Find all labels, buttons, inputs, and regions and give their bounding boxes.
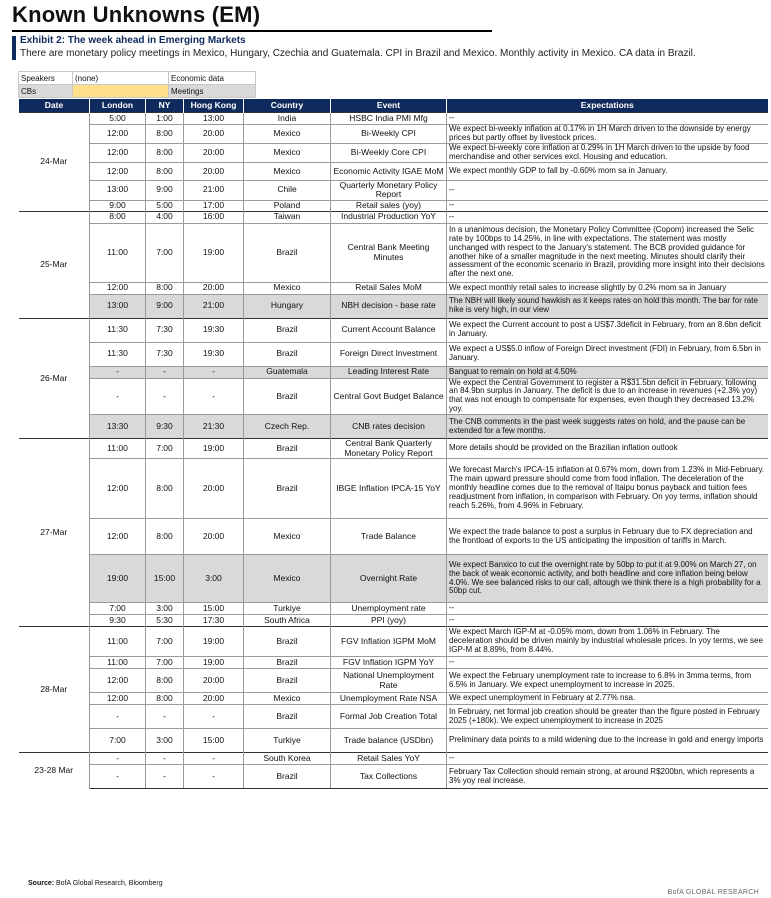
table-row [19,627,768,657]
london-time-cell: 12:00 [90,282,146,294]
hong-kong-time-cell: 17:30 [184,615,244,627]
london-time-cell: - [90,378,146,415]
footer-brand: BofA GLOBAL RESEARCH [667,889,759,896]
expectations-cell: The CNB comments in the past week suggests rates on hold, and the pause can be extended for a few months. [447,415,768,439]
country-cell: India [244,113,331,125]
hong-kong-time-cell: - [184,753,244,765]
calendar-table [18,99,768,789]
ny-time-cell: - [146,765,184,789]
london-time-cell: 12:00 [90,519,146,555]
event-cell: Trade Balance [331,519,447,555]
hong-kong-time-cell: 19:30 [184,318,244,342]
title-rule [12,30,492,32]
hong-kong-time-cell: 20:00 [184,282,244,294]
london-time-cell: 12:00 [90,125,146,144]
table-row [19,705,768,729]
col-header-ny: NY [146,99,184,113]
event-cell: Foreign Direct Investment [331,342,447,366]
country-cell: Mexico [244,282,331,294]
expectations-cell: We expect the Central Government to register a R$31.5bn deficit in February, following an 84.9bn surplus in January. The deficit is due to an increase in revenues (+2.3% yoy) that was not enough to compensate for expenses, even though they decreased 13.2% yoy. [447,378,768,415]
hong-kong-time-cell: 3:00 [184,555,244,603]
country-cell: Turkiye [244,729,331,753]
table-row [19,415,768,439]
hong-kong-time-cell: - [184,366,244,378]
country-cell: Mexico [244,162,331,180]
hong-kong-time-cell: 21:30 [184,415,244,439]
source-note [28,880,163,887]
london-time-cell: - [90,765,146,789]
exhibit-accent-bar [12,36,16,60]
ny-time-cell: - [146,366,184,378]
ny-time-cell: 9:00 [146,294,184,318]
event-cell: Central Govt Budget Balance [331,378,447,415]
col-header-country: Country [244,99,331,113]
hong-kong-time-cell: 21:00 [184,294,244,318]
col-header-expectations: Expectations [447,99,768,113]
country-cell: Brazil [244,627,331,657]
ny-time-cell: 1:00 [146,113,184,125]
expectations-cell: -- [447,211,768,223]
event-cell: NBH decision - base rate [331,294,447,318]
exhibit-subtitle: There are monetary policy meetings in Mexico, Hungary, Czechia and Guatemala. CPI in Brazil and Mexico. Monthly activity in Mexico. CA data in Brazil. [20,48,696,59]
london-time-cell: 9:30 [90,615,146,627]
date-cell: 25-Mar [19,211,90,318]
legend-meetings: Meetings [169,85,256,98]
london-time-cell: - [90,705,146,729]
hong-kong-time-cell: - [184,378,244,415]
table-row [19,282,768,294]
table-row [19,615,768,627]
expectations-cell: We forecast March's IPCA-15 inflation at 0.67% mom, down from 1.23% in Mid-February. The main upward pressure should come from food inflation. The deceleration of the monthly headline comes due to the removal of Itaipu bonus payback and tuition fees readjustment from inflation, in comparison with February. On yoy terms, inflation should reach 5.26%, from 4.96% in February. [447,459,768,519]
country-cell: Brazil [244,439,331,459]
expectations-cell: -- [447,753,768,765]
hong-kong-time-cell: 19:00 [184,657,244,669]
country-cell: Poland [244,200,331,211]
ny-time-cell: 8:00 [146,162,184,180]
hong-kong-time-cell: 20:00 [184,162,244,180]
ny-time-cell: 15:00 [146,555,184,603]
expectations-cell: We expect the Current account to post a US$7.3deficit in February, from an 8.6bn deficit in January. [447,318,768,342]
source-text: BofA Global Research, Bloomberg [54,880,163,887]
country-cell: Brazil [244,669,331,693]
hong-kong-time-cell: 16:00 [184,211,244,223]
country-cell: Brazil [244,342,331,366]
source-label: Source: [28,880,55,887]
table-row [19,162,768,180]
table-row [19,693,768,705]
country-cell: South Korea [244,753,331,765]
london-time-cell: 13:00 [90,294,146,318]
ny-time-cell: 7:00 [146,439,184,459]
ny-time-cell: 8:00 [146,693,184,705]
table-row [19,113,768,125]
expectations-cell: -- [447,113,768,125]
london-time-cell: 5:00 [90,113,146,125]
table-header-row [19,99,768,113]
country-cell: Brazil [244,378,331,415]
ny-time-cell: - [146,378,184,415]
col-header-london: London [90,99,146,113]
page-title: Known Unknowns (EM) [12,2,261,27]
legend-cbs-label: CBs [19,85,73,98]
country-cell: Brazil [244,657,331,669]
table-row [19,729,768,753]
event-cell: CNB rates decision [331,415,447,439]
date-cell: 28-Mar [19,627,90,753]
table-row [19,555,768,603]
table-row [19,200,768,211]
country-cell: Czech Rep. [244,415,331,439]
expectations-cell: -- [447,200,768,211]
hong-kong-time-cell: 19:00 [184,223,244,282]
expectations-cell: We expect monthly retail sales to increase slightly by 0.2% mom sa in January [447,282,768,294]
col-header-hong-kong: Hong Kong [184,99,244,113]
london-time-cell: 7:00 [90,603,146,615]
london-time-cell: 19:00 [90,555,146,603]
expectations-cell: More details should be provided on the Brazilian inflation outlook [447,439,768,459]
country-cell: Hungary [244,294,331,318]
expectations-cell: In a unanimous decision, the Monetary Policy Committee (Copom) increased the Selic rate by 100bps to 14.25%, in line with expectations. The statement was mostly unchanged with respect to the January's statement. The BCB provided guidance for another hike of a smaller magnitude in the next meeting. Minutes should clarify their assessment of the economic scenario in Brazil, providing more insight into their decisions after the next one. [447,223,768,282]
ny-time-cell: 7:00 [146,223,184,282]
ny-time-cell: 8:00 [146,282,184,294]
ny-time-cell: 3:00 [146,603,184,615]
ny-time-cell: - [146,705,184,729]
table-row [19,223,768,282]
hong-kong-time-cell: 19:00 [184,627,244,657]
table-row [19,318,768,342]
event-cell: Bi-Weekly Core CPI [331,143,447,162]
hong-kong-time-cell: - [184,705,244,729]
legend-speakers-value: (none) [73,72,169,85]
table-row [19,753,768,765]
country-cell: Brazil [244,318,331,342]
event-cell: Unemployment Rate NSA [331,693,447,705]
expectations-cell: -- [447,603,768,615]
london-time-cell: - [90,753,146,765]
country-cell: Mexico [244,125,331,144]
event-cell: National Unemployment Rate [331,669,447,693]
ny-time-cell: 8:00 [146,143,184,162]
expectations-cell: Preliminary data points to a mild widening due to the increase in gold and energy imports [447,729,768,753]
hong-kong-time-cell: 19:00 [184,439,244,459]
ny-time-cell: 7:30 [146,342,184,366]
country-cell: Turkiye [244,603,331,615]
expectations-cell: We expect Banxico to cut the overnight rate by 50bp to put it at 9.00% on March 27, on the back of weak economic activity, and both headline and core inflation being below 4.0%. We see balanced risks to our call, altough we think there is a high probability for a 50bp cut. [447,555,768,603]
expectations-cell: -- [447,615,768,627]
hong-kong-time-cell: 20:00 [184,459,244,519]
hong-kong-time-cell: 20:00 [184,125,244,144]
hong-kong-time-cell: 19:30 [184,342,244,366]
date-cell: 27-Mar [19,439,90,627]
expectations-cell: We expect March IGP-M at -0.05% mom, down from 1.06% in February. The deceleration should be driven mainly by industrial wholesale prices. In yoy terms, we see IGP-M at 8.89%, from 8.44%. [447,627,768,657]
table-row [19,342,768,366]
ny-time-cell: 8:00 [146,669,184,693]
ny-time-cell: - [146,753,184,765]
london-time-cell: 9:00 [90,200,146,211]
expectations-cell: We expect bi-weekly core inflation at 0.29% in 1H March driven to the upside by food merchandise and other services excl. Housing and education. [447,143,768,162]
london-time-cell: 13:00 [90,180,146,200]
event-cell: Unemployment rate [331,603,447,615]
ny-time-cell: 5:30 [146,615,184,627]
table-row [19,378,768,415]
table-body [19,113,768,789]
date-cell: 24-Mar [19,113,90,212]
event-cell: Formal Job Creation Total [331,705,447,729]
london-time-cell: 11:00 [90,223,146,282]
event-cell: Bi-Weekly CPI [331,125,447,144]
ny-time-cell: 7:30 [146,318,184,342]
country-cell: Chile [244,180,331,200]
hong-kong-time-cell: 15:00 [184,603,244,615]
event-cell: Central Bank Quarterly Monetary Policy Report [331,439,447,459]
country-cell: Brazil [244,223,331,282]
country-cell: Mexico [244,519,331,555]
exhibit-title: Exhibit 2: The week ahead in Emerging Markets [20,35,246,46]
legend [18,71,256,98]
london-time-cell: 11:30 [90,318,146,342]
london-time-cell: 11:30 [90,342,146,366]
london-time-cell: 8:00 [90,211,146,223]
ny-time-cell: 7:00 [146,657,184,669]
event-cell: Tax Collections [331,765,447,789]
country-cell: Brazil [244,459,331,519]
event-cell: Leading Interest Rate [331,366,447,378]
event-cell: FGV Inflation IGPM YoY [331,657,447,669]
hong-kong-time-cell: 13:00 [184,113,244,125]
table-row [19,669,768,693]
event-cell: Retail Sales YoY [331,753,447,765]
event-cell: Current Account Balance [331,318,447,342]
event-cell: Industrial Production YoY [331,211,447,223]
expectations-cell: We expect the February unemployment rate to increase to 6.8% in 3mma terms, from 6.5% in January. We expect unemployment to increase in 2025. [447,669,768,693]
event-cell: Central Bank Meeting Minutes [331,223,447,282]
expectations-cell: In February, net formal job creation should be greater than the figure posted in February 2025 (+180k). We expect unemployment to increase in 2025 [447,705,768,729]
date-cell: 26-Mar [19,318,90,439]
ny-time-cell: 3:00 [146,729,184,753]
event-cell: Trade balance (USDbn) [331,729,447,753]
country-cell: South Africa [244,615,331,627]
table-row [19,143,768,162]
expectations-cell: -- [447,657,768,669]
table-row [19,180,768,200]
ny-time-cell: 8:00 [146,519,184,555]
country-cell: Brazil [244,705,331,729]
london-time-cell: 12:00 [90,459,146,519]
london-time-cell: 11:00 [90,439,146,459]
event-cell: Retail sales (yoy) [331,200,447,211]
hong-kong-time-cell: - [184,765,244,789]
event-cell: PPI (yoy) [331,615,447,627]
london-time-cell: 13:30 [90,415,146,439]
event-cell: HSBC India PMI Mfg [331,113,447,125]
expectations-cell: We expect the trade balance to post a surplus in February due to FX depreciation and the frontload of exports to the US anticipating the imposition of tariffs in March. [447,519,768,555]
london-time-cell: 12:00 [90,143,146,162]
expectations-cell: -- [447,180,768,200]
hong-kong-time-cell: 20:00 [184,669,244,693]
legend-speakers-label: Speakers [19,72,73,85]
table-row [19,657,768,669]
country-cell: Guatemala [244,366,331,378]
hong-kong-time-cell: 17:00 [184,200,244,211]
ny-time-cell: 8:00 [146,459,184,519]
expectations-cell: We expect unemployment in February at 2.77% nsa. [447,693,768,705]
hong-kong-time-cell: 21:00 [184,180,244,200]
table-row [19,765,768,789]
table-row [19,211,768,223]
event-cell: IBGE Inflation IPCA-15 YoY [331,459,447,519]
ny-time-cell: 7:00 [146,627,184,657]
hong-kong-time-cell: 20:00 [184,519,244,555]
country-cell: Mexico [244,693,331,705]
date-cell: 23-28 Mar [19,753,90,789]
event-cell: FGV Inflation IGPM MoM [331,627,447,657]
london-time-cell: 11:00 [90,657,146,669]
expectations-cell: We expect bi-weekly inflation at 0.17% in 1H March driven to the downside by energy prices but partly offset by livestock prices. [447,125,768,144]
col-header-date: Date [19,99,90,113]
expectations-cell: February Tax Collection should remain strong, at around R$200bn, which represents a 3% yoy real increase. [447,765,768,789]
country-cell: Mexico [244,555,331,603]
event-cell: Overnight Rate [331,555,447,603]
table-row [19,459,768,519]
ny-time-cell: 9:30 [146,415,184,439]
event-cell: Economic Activity IGAE MoM [331,162,447,180]
table-row [19,519,768,555]
expectations-cell: Banguat to remain on hold at 4.50% [447,366,768,378]
table-row [19,439,768,459]
hong-kong-time-cell: 20:00 [184,143,244,162]
table-row [19,294,768,318]
col-header-event: Event [331,99,447,113]
ny-time-cell: 4:00 [146,211,184,223]
hong-kong-time-cell: 20:00 [184,693,244,705]
expectations-cell: The NBH will likely sound hawkish as it keeps rates on hold this month. The bar for rate hike is very high, in our view [447,294,768,318]
expectations-cell: We expect monthly GDP to fall by -0.60% mom sa in January. [447,162,768,180]
legend-cbs-swatch [73,85,169,98]
ny-time-cell: 9:00 [146,180,184,200]
expectations-cell: We expect a US$5.0 inflow of Foreign Direct investment (FDI) in February, from 6.5bn in January. [447,342,768,366]
ny-time-cell: 8:00 [146,125,184,144]
hong-kong-time-cell: 15:00 [184,729,244,753]
table-row [19,125,768,144]
legend-economic-data: Economic data [169,72,256,85]
table-row [19,603,768,615]
event-cell: Quarterly Monetary Policy Report [331,180,447,200]
country-cell: Mexico [244,143,331,162]
london-time-cell: - [90,366,146,378]
london-time-cell: 11:00 [90,627,146,657]
london-time-cell: 12:00 [90,162,146,180]
london-time-cell: 12:00 [90,669,146,693]
country-cell: Taiwan [244,211,331,223]
london-time-cell: 12:00 [90,693,146,705]
ny-time-cell: 5:00 [146,200,184,211]
london-time-cell: 7:00 [90,729,146,753]
country-cell: Brazil [244,765,331,789]
table-row [19,366,768,378]
event-cell: Retail Sales MoM [331,282,447,294]
